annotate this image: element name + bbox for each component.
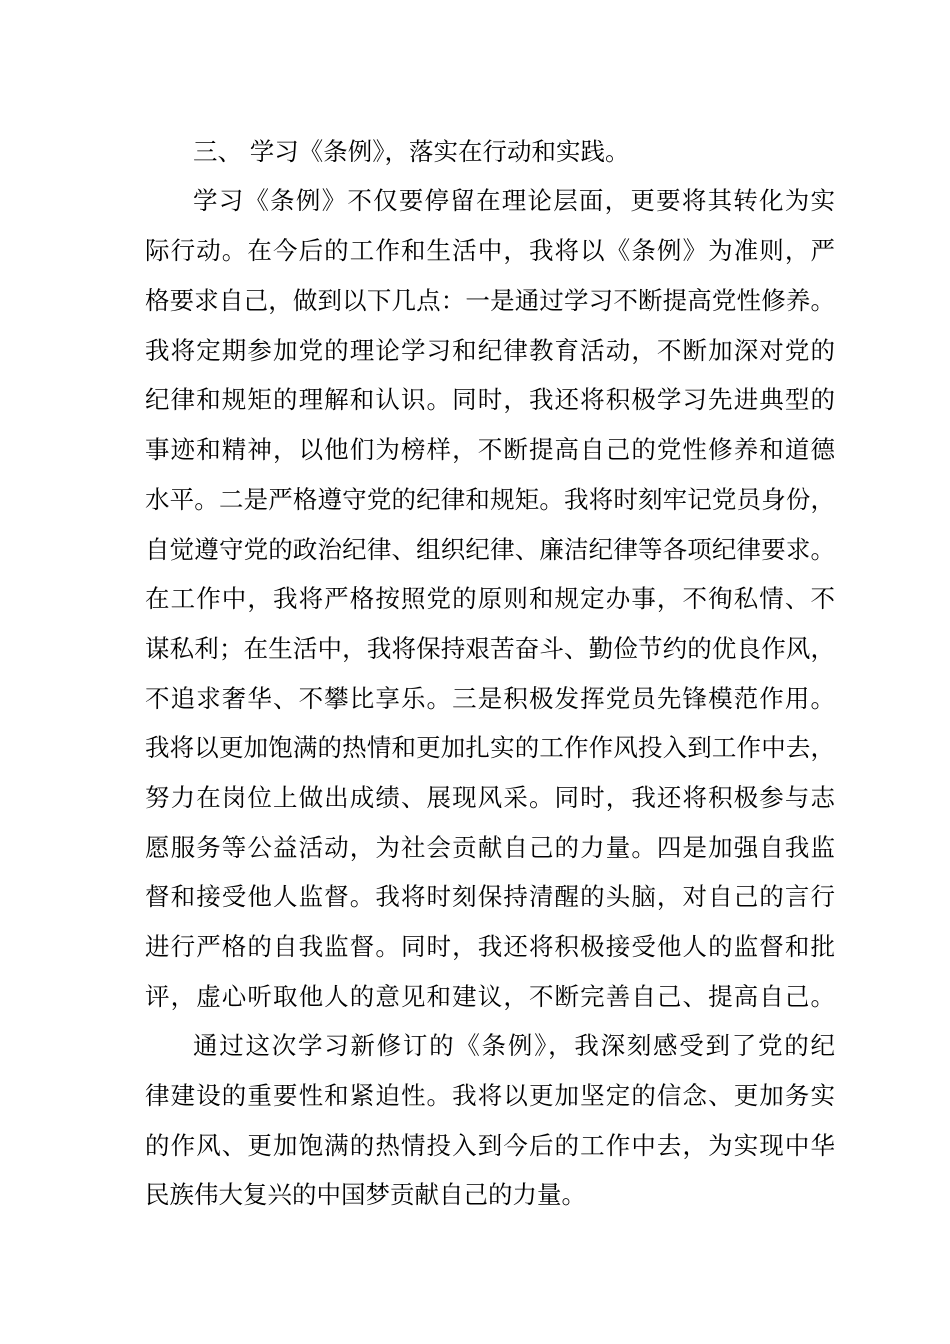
section-heading: 三、 学习《条例》，落实在行动和实践。 [193, 137, 630, 166]
paragraph-line: 的作风、更加饱满的热情投入到今后的工作中去，为实现中华 [145, 1131, 835, 1160]
paragraph-line: 纪律和规矩的理解和认识。同时，我还将积极学习先进典型的 [145, 385, 835, 414]
paragraph-line: 水平。二是严格遵守党的纪律和规矩。我将时刻牢记党员身份， [145, 485, 835, 514]
paragraph-line: 愿服务等公益活动，为社会贡献自己的力量。四是加强自我监 [145, 833, 835, 862]
paragraph-line: 督和接受他人监督。我将时刻保持清醒的头脑，对自己的言行 [145, 882, 835, 911]
paragraph-line: 事迹和精神，以他们为榜样，不断提高自己的党性修养和道德 [145, 435, 835, 464]
paragraph-line: 在工作中，我将严格按照党的原则和规定办事，不徇私情、不 [145, 584, 835, 613]
paragraph-line: 我将以更加饱满的热情和更加扎实的工作作风投入到工作中去， [145, 733, 835, 762]
paragraph-line: 学习《条例》不仅要停留在理论层面，更要将其转化为实 [193, 186, 835, 215]
paragraph-line: 际行动。在今后的工作和生活中，我将以《条例》为准则，严 [145, 236, 835, 265]
paragraph-line: 民族伟大复兴的中国梦贡献自己的力量。 [145, 1180, 586, 1209]
paragraph-line: 努力在岗位上做出成绩、展现风采。同时，我还将积极参与志 [145, 783, 835, 812]
paragraph-line: 我将定期参加党的理论学习和纪律教育活动，不断加深对党的 [145, 336, 835, 365]
paragraph-line: 评，虚心听取他人的意见和建议，不断完善自己、提高自己。 [145, 982, 835, 1011]
paragraph-line: 通过这次学习新修订的《条例》，我深刻感受到了党的纪 [193, 1031, 835, 1060]
paragraph-line: 不追求奢华、不攀比享乐。三是积极发挥党员先锋模范作用。 [145, 684, 835, 713]
paragraph-line: 自觉遵守党的政治纪律、组织纪律、廉洁纪律等各项纪律要求。 [145, 535, 835, 564]
paragraph-line: 格要求自己，做到以下几点：一是通过学习不断提高党性修养。 [145, 286, 835, 315]
paragraph-line: 谋私利；在生活中，我将保持艰苦奋斗、勤俭节约的优良作风， [145, 634, 835, 663]
paragraph-line: 进行严格的自我监督。同时，我还将积极接受他人的监督和批 [145, 932, 835, 961]
paragraph-line: 律建设的重要性和紧迫性。我将以更加坚定的信念、更加务实 [145, 1081, 835, 1110]
